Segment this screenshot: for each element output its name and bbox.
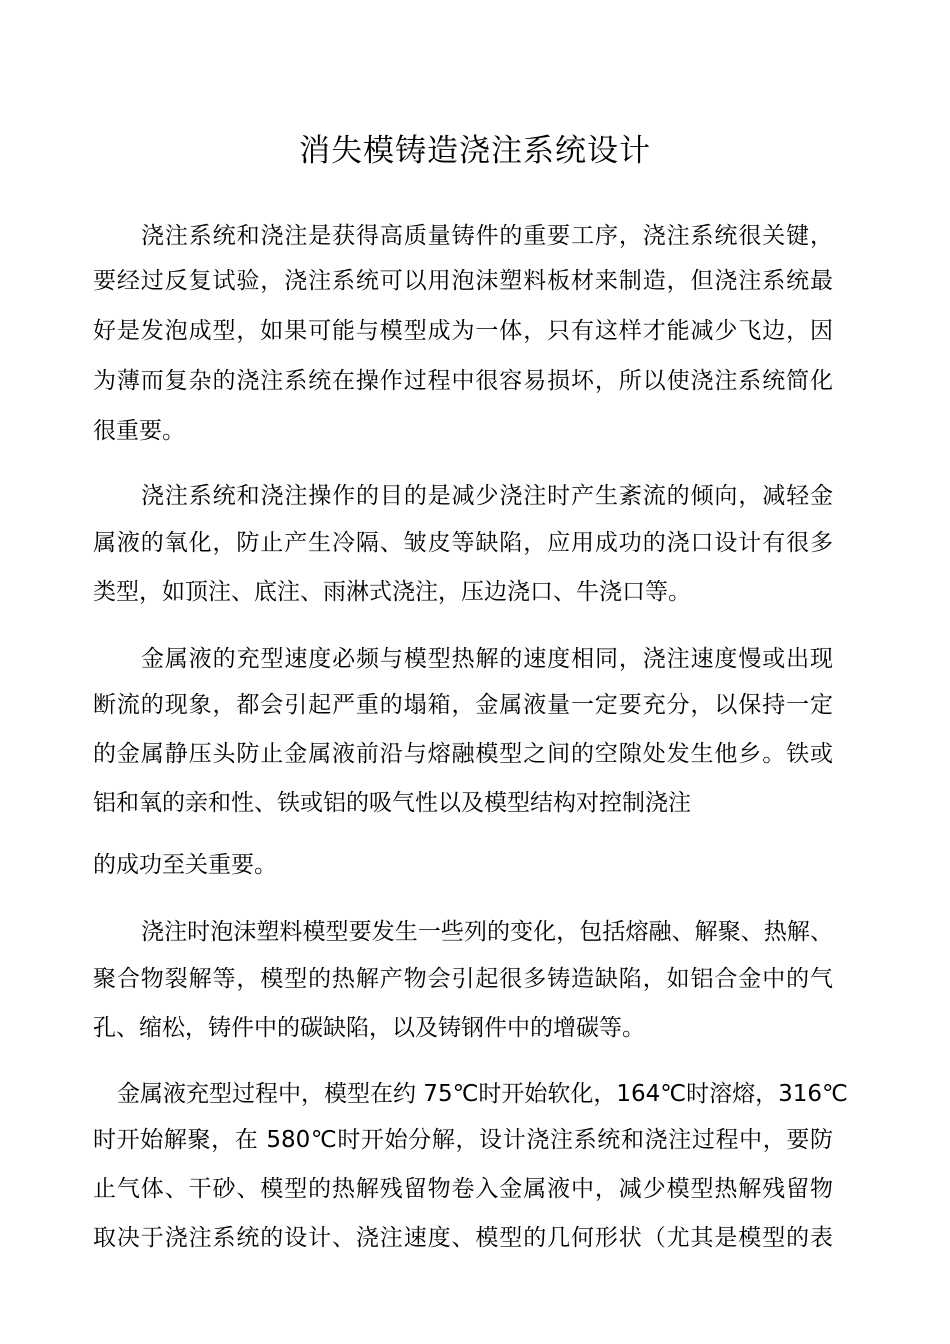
paragraph-4-line-2: 聚合物裂解等，模型的热解产物会引起很多铸造缺陷，如铝合金中的气 <box>93 966 833 992</box>
paragraph-4-line-1: 浇注时泡沫塑料模型要发生一些列的变化，包括熔融、解聚、热解、 <box>141 919 833 945</box>
paragraph-2-line-1: 浇注系统和浇注操作的目的是减少浇注时产生紊流的倾向，减轻金 <box>141 483 833 509</box>
paragraph-3-line-5: 的成功至关重要。 <box>93 852 277 878</box>
paragraph-5-line-3: 止气体、干砂、模型的热解残留物卷入金属液中，减少模型热解残留物 <box>93 1176 833 1202</box>
paragraph-3-line-3: 的金属静压头防止金属液前沿与熔融模型之间的空隙处发生他乡。铁或 <box>93 741 833 767</box>
paragraph-1-line-4: 为薄而复杂的浇注系统在操作过程中很容易损坏，所以使浇注系统简化 <box>93 368 833 394</box>
paragraph-5-line-1: 金属液充型过程中，模型在约 75℃时开始软化，164℃时溶熔，316℃ <box>117 1081 848 1107</box>
paragraph-1-line-1: 浇注系统和浇注是获得高质量铸件的重要工序，浇注系统很关键， <box>141 223 833 249</box>
paragraph-3-line-2: 断流的现象，都会引起严重的塌箱，金属液量一定要充分，以保持一定 <box>93 692 833 718</box>
paragraph-1-line-3: 好是发泡成型，如果可能与模型成为一体，只有这样才能减少飞边，因 <box>93 318 833 344</box>
paragraph-2-line-3: 类型，如顶注、底注、雨淋式浇注，压边浇口、牛浇口等。 <box>93 579 691 605</box>
paragraph-4-line-3: 孔、缩松，铸件中的碳缺陷，以及铸钢件中的增碳等。 <box>93 1015 645 1041</box>
document-title: 消失模铸造浇注系统设计 <box>299 133 651 169</box>
paragraph-2-line-2: 属液的氧化，防止产生冷隔、皱皮等缺陷，应用成功的浇口设计有很多 <box>93 530 833 556</box>
paragraph-5-line-2: 时开始解聚，在 580℃时开始分解，设计浇注系统和浇注过程中，要防 <box>93 1127 833 1153</box>
paragraph-3-line-4: 铝和氧的亲和性、铁或铝的吸气性以及模型结构对控制浇注 <box>93 790 691 816</box>
paragraph-1-line-2: 要经过反复试验，浇注系统可以用泡沫塑料板材来制造，但浇注系统最 <box>93 268 833 294</box>
paragraph-3-line-1: 金属液的充型速度必频与模型热解的速度相同，浇注速度慢或出现 <box>141 646 833 672</box>
paragraph-5-line-4: 取决于浇注系统的设计、浇注速度、模型的几何形状（尤其是模型的表 <box>93 1225 833 1251</box>
paragraph-1-line-5: 很重要。 <box>93 418 185 444</box>
